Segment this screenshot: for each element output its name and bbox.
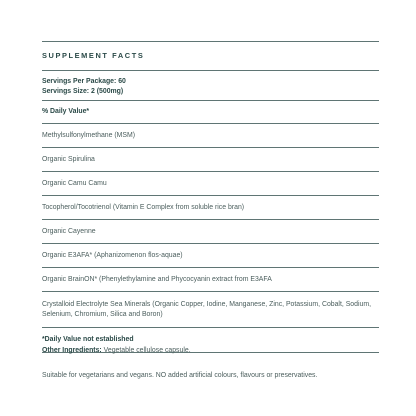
daily-value-footnote: *Daily Value not established	[42, 336, 134, 343]
servings-per-package: Servings Per Package: 60	[42, 78, 126, 85]
ingredient-name: Crystalloid Electrolyte Sea Minerals (Organic Copper, Iodine, Manganese, Zinc, Potassium, Cobalt, Sodium, Selenium, Chromium, Silica and Boron)	[42, 300, 371, 318]
servings-block	[42, 71, 379, 100]
other-ingredients	[42, 346, 191, 355]
suitability-statement: Suitable for vegetarians and vegans. NO added artificial colours, flavours or preservatives.	[42, 372, 318, 379]
ingredient-row	[42, 124, 379, 147]
supplement-facts-panel	[42, 41, 379, 353]
serving-size: Servings Size: 2 (500mg)	[42, 87, 124, 95]
ingredient-row	[42, 196, 379, 219]
panel-title: SUPPLEMENT FACTS	[42, 51, 145, 60]
ingredient-name: Methylsulfonylmethane (MSM)	[42, 131, 136, 139]
ingredient-name: Organic Cayenne	[42, 227, 96, 235]
ingredient-row	[42, 292, 379, 327]
other-ingredients-value: Vegetable cellulose capsule.	[101, 347, 191, 354]
ingredient-name: Organic Camu Camu	[42, 179, 107, 187]
other-ingredients-label: Other Ingredients:	[42, 347, 102, 354]
daily-value-header: % Daily Value*	[42, 108, 90, 115]
ingredient-name: Tocopherol/Tocotrienol (Vitamin E Complex from soluble rice bran)	[42, 203, 245, 211]
ingredient-name: Organic E3AFA* (Aphanizomenon flos-aquae)	[42, 251, 183, 259]
ingredient-row	[42, 220, 379, 243]
ingredient-name: Organic Spirulina	[42, 155, 95, 163]
ingredient-row	[42, 244, 379, 267]
ingredient-name: Organic BrainON* (Phenylethylamine and Phycocyanin extract from E3AFA	[42, 275, 272, 283]
ingredient-row	[42, 148, 379, 171]
ingredient-row	[42, 268, 379, 291]
ingredient-row	[42, 172, 379, 195]
